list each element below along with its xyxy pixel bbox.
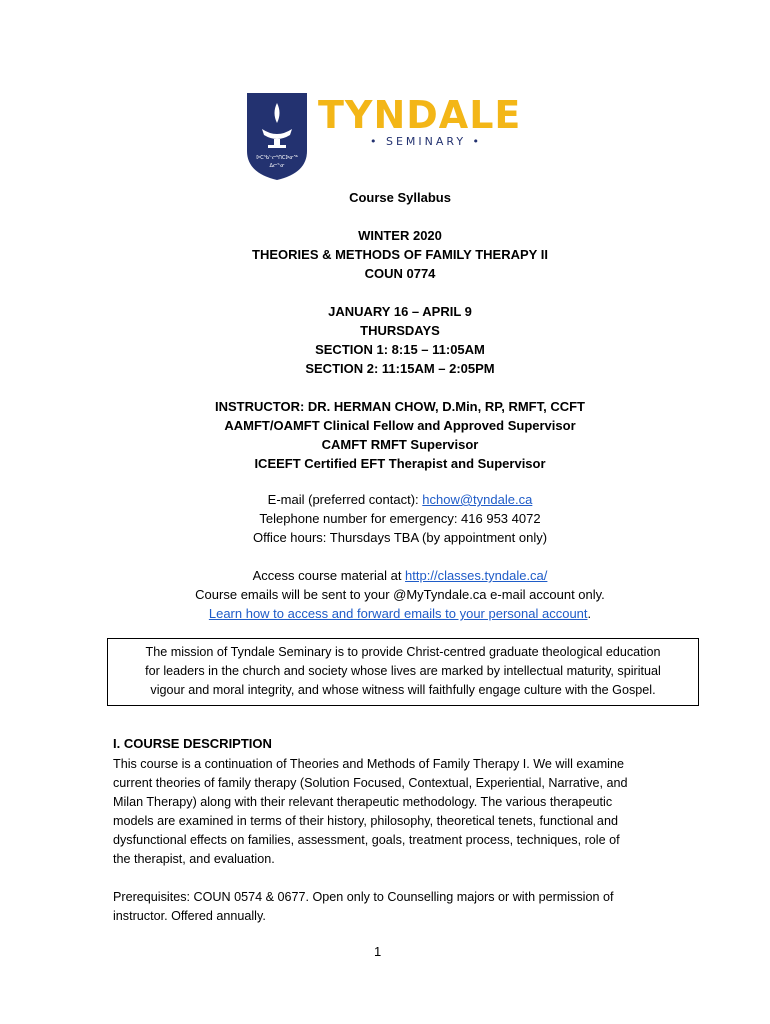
- mission-line-3: vigour and moral integrity, and whose witness will faithfully engage culture with the Gospel.: [150, 683, 656, 697]
- prereq-line: Prerequisites: COUN 0574 & 0677. Open only to Counselling majors or with permission of: [113, 890, 614, 904]
- term: WINTER 2020: [358, 228, 442, 243]
- office-hours: Office hours: Thursdays TBA (by appointment only): [252, 530, 548, 545]
- forward-suffix: .: [587, 606, 592, 621]
- instructor-credential-3: ICEEFT Certified EFT Therapist and Supervisor: [254, 456, 546, 471]
- shield-text-2: ᐃᓕᓐᓂ: [269, 163, 285, 169]
- course-description-heading: I. COURSE DESCRIPTION: [113, 736, 272, 751]
- description-line: dysfunctional effects on families, assessment, goals, treatment process, techniques, role of: [113, 833, 620, 847]
- description-line: current theories of family therapy (Solution Focused, Contextual, Experiential, Narrative, and: [113, 776, 628, 790]
- description-line: This course is a continuation of Theories and Methods of Family Therapy I. We will examine: [113, 757, 624, 771]
- phone-line: Telephone number for emergency: 416 953 4072: [259, 511, 541, 526]
- course-description-body: [113, 755, 688, 869]
- description-line: models are examined in terms of their history, philosophy, theoretical tenets, functional and: [113, 814, 618, 828]
- contact-block: [100, 490, 700, 623]
- instructor-line: INSTRUCTOR: DR. HERMAN CHOW, D.Min, RP, RMFT, CCFT: [214, 399, 585, 414]
- mission-line-2: for leaders in the church and society whose lives are marked by intellectual maturity, spiritual: [145, 664, 661, 678]
- prereq-line: instructor. Offered annually.: [113, 909, 266, 923]
- forward-emails-link[interactable]: Learn how to access and forward emails to your personal account: [208, 606, 588, 621]
- page-number: 1: [374, 944, 382, 959]
- section-2-time: SECTION 2: 11:15AM – 2:05PM: [305, 361, 495, 376]
- logo-subtitle: • SEMINARY •: [370, 135, 483, 148]
- shield-lamp-icon: [246, 93, 308, 181]
- email-label: E-mail (preferred contact):: [267, 492, 423, 507]
- course-day: THURSDAYS: [360, 323, 440, 338]
- logo-wordmark: TYNDALE: [318, 93, 522, 137]
- course-title: THEORIES & METHODS OF FAMILY THERAPY II: [252, 247, 548, 262]
- description-line: Milan Therapy) along with their relevant therapeutic methodology. The various therapeutic: [113, 795, 613, 809]
- description-line: the therapist, and evaluation.: [113, 852, 275, 866]
- mission-box: [107, 638, 699, 706]
- shield-text-1: ᐅᑕᖃᓪᓕᒃᑎᑕᐅᓂᖅ: [256, 155, 298, 161]
- course-code: COUN 0774: [364, 266, 436, 281]
- mission-line-1: The mission of Tyndale Seminary is to provide Christ-centred graduate theological education: [145, 645, 661, 659]
- prerequisites: [113, 888, 688, 926]
- course-dates: JANUARY 16 – APRIL 9: [328, 304, 472, 319]
- emails-note: Course emails will be sent to your @MyTyndale.ca e-mail account only.: [195, 587, 605, 602]
- syllabus-header: [100, 188, 700, 473]
- doc-type: Course Syllabus: [349, 190, 451, 205]
- section-1-time: SECTION 1: 8:15 – 11:05AM: [315, 342, 485, 357]
- email-link[interactable]: hchow@tyndale.ca: [422, 492, 533, 507]
- instructor-credential-1: AAMFT/OAMFT Clinical Fellow and Approved Supervisor: [224, 418, 576, 433]
- tyndale-logo: [246, 93, 526, 189]
- instructor-credential-2: CAMFT RMFT Supervisor: [321, 437, 479, 452]
- course-material-link[interactable]: http://classes.tyndale.ca/: [405, 568, 548, 583]
- material-label: Access course material at: [252, 568, 406, 583]
